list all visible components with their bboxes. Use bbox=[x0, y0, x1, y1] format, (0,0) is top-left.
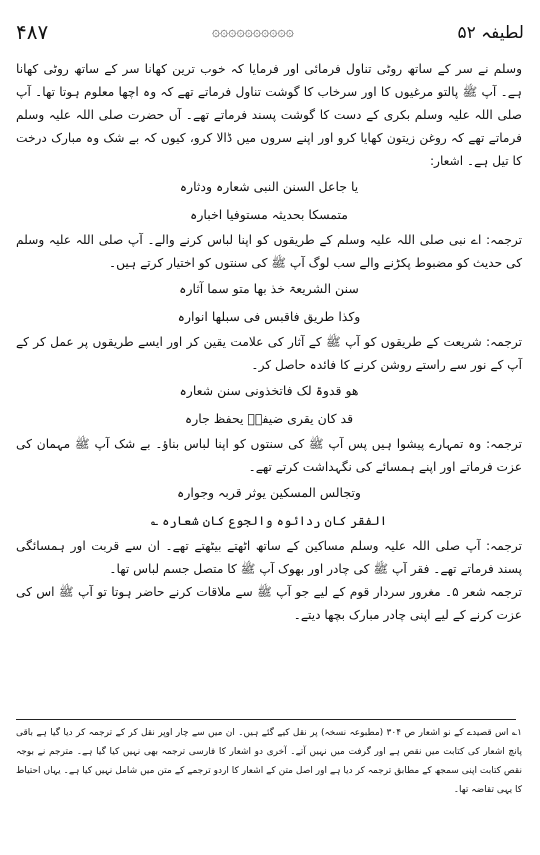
page-header bbox=[16, 18, 524, 46]
arabic-verse: یا جاعل السنن النبی شعارہ ودثارہ bbox=[179, 179, 359, 194]
translation-paragraph: ترجمہ: شریعت کے طریقوں کو آپ ﷺ کے آثار کی علامت یقین کر اور ایسے طریقوں پر عمل کر کے آپ کے نور سے راستے روشن کرنے کا فائدہ حاصل کر۔ bbox=[16, 335, 522, 372]
arabic-verse: متمسکا بحدیثہ مستوفیا اخبارہ bbox=[190, 207, 348, 222]
arabic-verse: وتجالس المسکین یوثر قربہ وجوارہ bbox=[177, 485, 361, 500]
footnote bbox=[16, 724, 522, 800]
footnote-text: ۱؎ اس قصیدے کے نو اشعار ص ۳۰۴ (مطبوعہ نسخہ) پر نقل کیے گئے ہیں۔ ان میں سے چار اوپر نقل کر کے ترجمہ کر دیا گیا ہے باقی پانچ اشعار کی کتابت میں نقص ہے اور گرفت میں نہیں آتے۔ آخری دو اشعار کا فارسی ترجمہ بھی نہیں کیا گیا ہے۔ مترجم نے بوجہ نقص کتابت اپنی سمجھ کے مطابق ترجمہ کر دیا ہے اور اصل متن کے اشعار کا اردو ترجمے کے متن میں شامل نہیں کیا ہے۔ یہاں احتیاط کا یہی تقاضہ تھا۔ bbox=[16, 728, 523, 795]
translation-paragraph: ترجمہ: آپ صلی اللہ علیہ وسلم مساکین کے ساتھ اٹھتے بیٹھتے تھے۔ ان سے قربت اور ہمسائگی پسند فرماتے تھے۔ فقر آپ ﷺ کی چادر اور بھوک آپ ﷺ کا متصل جسم لباس تھا۔ bbox=[16, 539, 522, 576]
translation-paragraph: ترجمہ شعر ۵۔ مغرور سردار قوم کے لیے جو آپ ﷺ سے ملاقات کرنے حاضر ہوتا تو آپ ﷺ اس کی عزت کرنے کے لیے اپنی چادر مبارک بچھا دیتے۔ bbox=[16, 585, 522, 622]
arabic-verse: وکذا طریق فاقبس فی سبلھا انوارہ bbox=[177, 309, 361, 324]
arabic-verse: ھو قدوۃ لک فاتخذونی سنن شعارہ bbox=[179, 383, 359, 398]
header-ornament: ۞۞۞۞۞۞۞۞۞۞ bbox=[211, 24, 294, 40]
page-number: ۴۸۷ bbox=[16, 20, 49, 44]
chapter-title: لطیفہ ۵۲ bbox=[457, 22, 524, 43]
main-text bbox=[16, 58, 522, 627]
translation-paragraph: ترجمہ: اے نبی صلی اللہ علیہ وسلم کے طریقوں کو اپنا لباس کرنے والے۔ آپ صلی اللہ علیہ وسلم کی حدیث کو مضبوط پکڑنے والے سب لوگ آپ ﷺ کی سنتوں کو اختیار کرتے ہیں۔ bbox=[16, 233, 522, 270]
arabic-verse: الفقر کان ردائوہ والجوع کان شعارہ ؎ bbox=[150, 513, 388, 528]
arabic-verse: سنن الشریعۃ خذ بھا متو سما آثارہ bbox=[179, 281, 359, 296]
footnote-divider bbox=[16, 719, 516, 720]
arabic-verse: قد کان یقری ضیفہٗ یحفظ جارہ bbox=[184, 411, 354, 426]
translation-paragraph: ترجمہ: وہ تمہارے پیشوا ہیں پس آپ ﷺ کی سنتوں کو اپنا لباس بناؤ۔ بے شک آپ ﷺ مہمان کی عزت فرماتے اور اپنے ہمسائے کی نگہداشت کرتے تھے۔ bbox=[16, 437, 522, 474]
intro-paragraph: وسلم نے سر کے ساتھ روٹی تناول فرمائی اور فرمایا کہ خوب ترین کھانا سر کے ساتھ روٹی کھانا ہے۔ آپ ﷺ پالتو مرغیوں کا اور سرخاب کا گوشت تناول فرماتے تھے کہ وہ اچھا معلوم ہوتا تھا۔ آپ صلی اللہ علیہ وسلم بکری کے دست کا گوشت پسند فرماتے تھے۔ آں حضرت صلی اللہ علیہ وسلم فرماتے تھے کہ روغن زیتون کھایا کرو اور اپنے سروں میں ڈالا کرو، کیوں کہ بے شک وہ مبارک درخت کا تیل ہے۔ اشعار: bbox=[16, 62, 522, 168]
